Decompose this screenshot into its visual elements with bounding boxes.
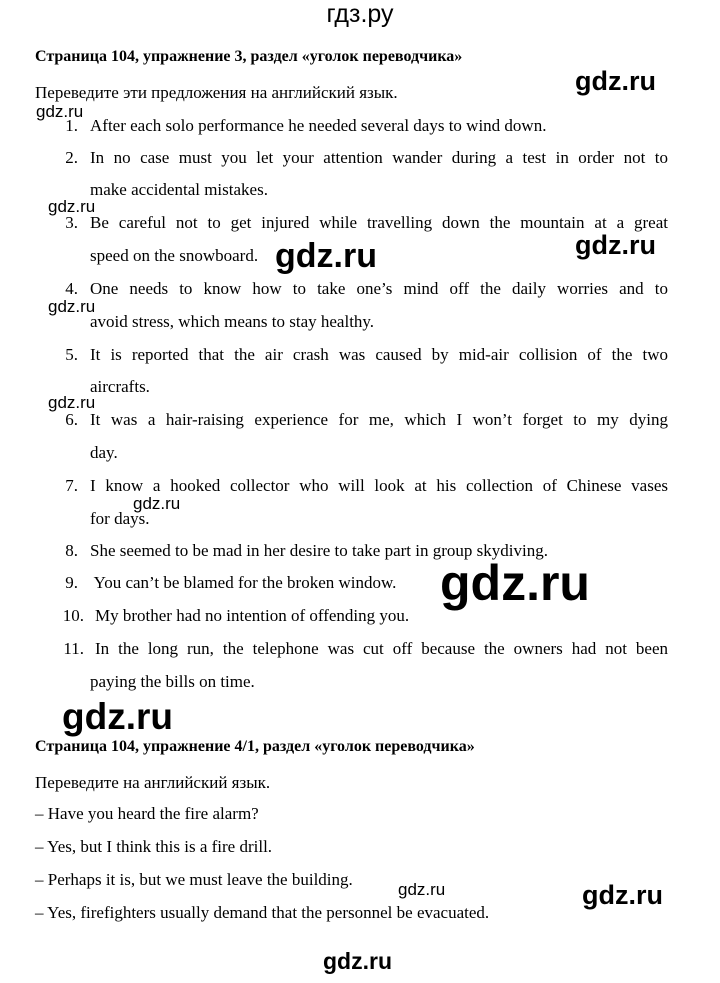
dialogue-line-4: – Yes, firefighters usually demand that the personnel be evacuated.: [35, 903, 490, 922]
item-7-line-1: I know a hooked collector who will look at his collection of Chinese vases: [90, 476, 668, 495]
item-10-number: 10.: [62, 606, 84, 625]
watermark: gdz.ru: [575, 230, 656, 260]
item-4-line-1: One needs to know how to take one’s mind off the daily worries and to: [90, 279, 668, 298]
item-11-number: 11.: [63, 639, 84, 658]
dialogue-line-1: – Have you heard the fire alarm?: [35, 804, 259, 823]
item-1-text: After each solo performance he needed several days to wind down.: [90, 116, 547, 135]
watermark: gdz.ru: [440, 555, 590, 611]
section-2-instruction: Переведите на английский язык.: [35, 773, 271, 792]
item-4-line-2: avoid stress, which means to stay healthy.: [90, 312, 375, 331]
dialogue-line-2: – Yes, but I think this is a fire drill.: [35, 837, 273, 856]
item-8-number: 8.: [65, 541, 78, 560]
item-5-number: 5.: [65, 345, 78, 364]
section-2-heading: Страница 104, упражнение 4/1, раздел «уголок переводчика»: [35, 738, 475, 755]
item-9-number: 9.: [65, 573, 78, 592]
item-5-line-2: aircrafts.: [90, 377, 150, 396]
item-6-line-2: day.: [90, 443, 118, 462]
dialogue-line-3: – Perhaps it is, but we must leave the building.: [35, 870, 353, 889]
item-5-line-1: It is reported that the air crash was caused by mid-air collision of the two: [90, 345, 668, 364]
watermark: gdz.ru: [48, 393, 96, 412]
watermark: gdz.ru: [48, 297, 96, 316]
item-7-number: 7.: [65, 476, 78, 495]
site-header: гдз.ру: [326, 0, 394, 28]
item-3-line-1: Be careful not to get injured while travelling down the mountain at a great: [90, 213, 668, 232]
item-6-line-1: It was a hair-raising experience for me, which I won’t forget to my dying: [90, 410, 668, 429]
watermark: gdz.ru: [398, 880, 446, 899]
watermark: gdz.ru: [323, 948, 392, 974]
watermark: gdz.ru: [582, 880, 663, 910]
item-2-line-1: In no case must you let your attention wander during a test in order not to: [90, 148, 668, 167]
watermark: gdz.ru: [575, 66, 656, 96]
item-11-line-1: In the long run, the telephone was cut off because the owners had not been: [95, 639, 668, 658]
item-7-line-2: for days.: [90, 509, 150, 528]
item-4-number: 4.: [65, 279, 78, 298]
item-6-number: 6.: [65, 410, 78, 429]
watermark: gdz.ru: [48, 197, 96, 216]
watermark: gdz.ru: [275, 237, 377, 275]
item-8-text: She seemed to be mad in her desire to take part in group skydiving.: [90, 541, 548, 560]
watermark: gdz.ru: [133, 494, 181, 513]
item-3-number: 3.: [65, 213, 78, 232]
watermark: gdz.ru: [62, 696, 173, 737]
item-10-text: My brother had no intention of offending you.: [95, 606, 410, 625]
item-2-line-2: make accidental mistakes.: [90, 180, 268, 199]
section-1-instruction: Переведите эти предложения на английский язык.: [35, 83, 398, 102]
item-9-text: You can’t be blamed for the broken window.: [90, 573, 397, 592]
item-3-line-2: speed on the snowboard.: [90, 246, 259, 265]
item-1-number: 1.: [65, 116, 78, 135]
section-1-heading: Страница 104, упражнение 3, раздел «уголок переводчика»: [35, 48, 463, 65]
item-11-line-2: paying the bills on time.: [90, 672, 255, 691]
item-2-number: 2.: [65, 148, 78, 167]
watermark: gdz.ru: [36, 102, 84, 121]
